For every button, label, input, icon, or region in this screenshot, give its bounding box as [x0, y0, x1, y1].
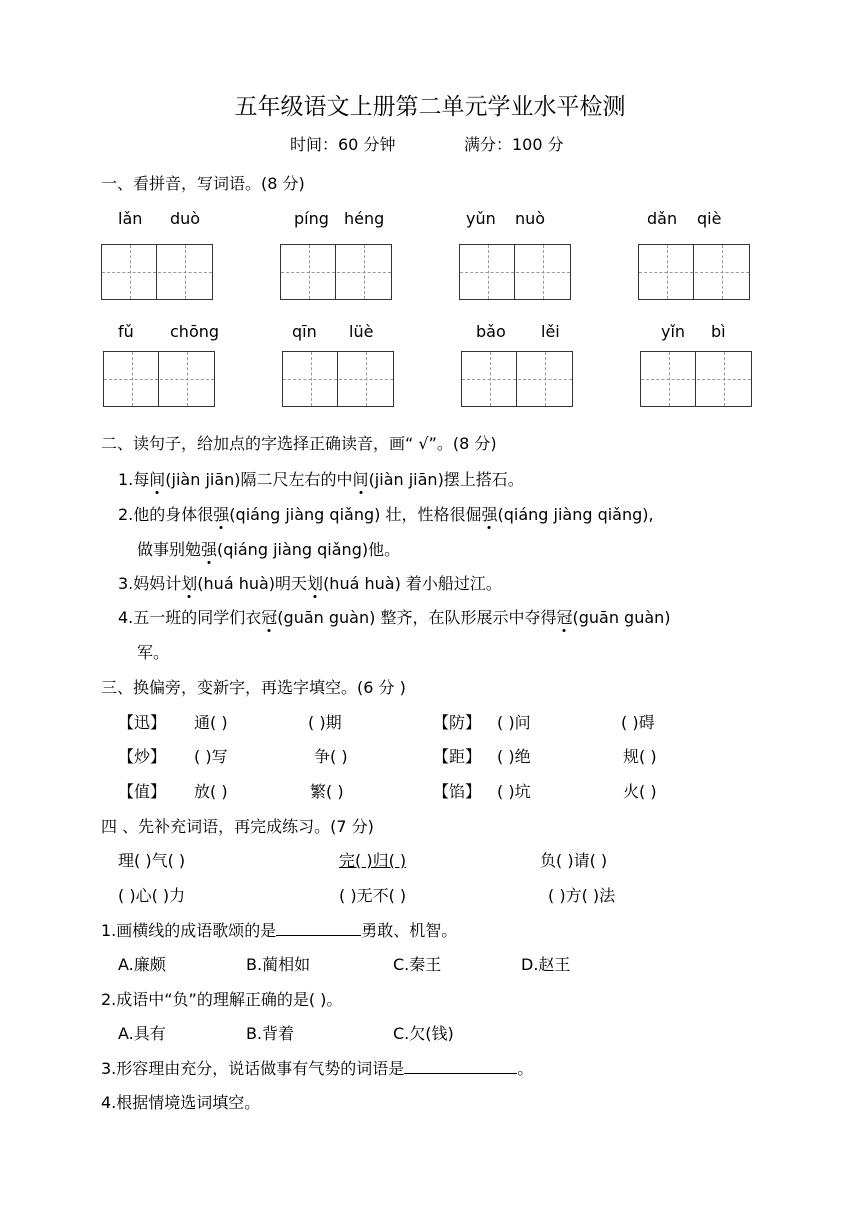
answer-blank[interactable] [276, 921, 361, 936]
char-bracket: 【距】 [433, 747, 482, 766]
pinyin: duò [170, 209, 201, 228]
question-4-4: 4.根据情境选词填空。 [101, 1093, 261, 1112]
question-2-4: 4.五一班的同学们衣冠(guān guàn) 整齐，在队形展示中夺得冠(guān guàn) [118, 605, 671, 628]
pinyin: héng [344, 209, 385, 228]
section-4-heading: 四 、先补充词语，再完成练习。(7 分) [101, 817, 374, 836]
dotted-char: 冠 [261, 605, 277, 628]
fill-blank[interactable]: ( )期 [308, 713, 342, 732]
question-4-1: 1.画横线的成语歌颂的是 勇敢、机智。 [101, 921, 458, 940]
question-4-2: 2.成语中“负”的理解正确的是( )。 [101, 990, 343, 1009]
fill-blank[interactable]: ( )碍 [621, 713, 655, 732]
pinyin: lǎn [118, 209, 143, 228]
option[interactable]: C.秦王 [393, 955, 442, 974]
pinyin: píng [294, 209, 329, 228]
question-4-3: 3.形容理由充分，说话做事有气势的词语是 。 [101, 1059, 534, 1078]
section-1-heading: 一、看拼音，写词语。(8 分) [101, 174, 305, 193]
char-bracket: 【馅】 [433, 782, 482, 801]
question-2-4-cont: 军。 [137, 643, 170, 662]
option[interactable]: C.欠(钱) [393, 1024, 454, 1043]
idiom-fill-underlined[interactable]: 完( )归( ) [339, 851, 407, 870]
dotted-char: 强 [201, 537, 217, 560]
idiom-fill[interactable]: 理( )气( ) [118, 851, 186, 870]
page-title: 五年级语文上册第二单元学业水平检测 [234, 94, 626, 120]
fill-blank[interactable]: 放( ) [194, 782, 228, 801]
fill-blank[interactable]: 繁( ) [310, 782, 344, 801]
pinyin: bǎo [476, 322, 506, 341]
dotted-char: 间 [353, 467, 369, 490]
char-bracket: 【炒】 [118, 747, 167, 766]
fill-blank[interactable]: ( )问 [497, 713, 531, 732]
fill-blank[interactable]: 争( ) [314, 747, 348, 766]
writing-grid[interactable] [282, 351, 394, 407]
char-bracket: 【迅】 [118, 713, 167, 732]
pinyin: fǔ [118, 322, 134, 341]
question-2-2-cont: 做事别勉强(qiáng jiàng qiǎng)他。 [137, 537, 400, 560]
pinyin: chōng [170, 322, 220, 341]
dotted-char: 冠 [556, 605, 572, 628]
dotted-char: 强 [481, 502, 497, 525]
option[interactable]: B.背着 [246, 1024, 295, 1043]
fill-blank[interactable]: ( )绝 [497, 747, 531, 766]
writing-grid[interactable] [638, 244, 750, 300]
dotted-char: 划 [181, 571, 197, 594]
fill-blank[interactable]: 火( ) [623, 782, 657, 801]
question-2-1: 1.每间(jiàn jiān)隔二尺左右的中间(jiàn jiān)摆上搭石。 [118, 467, 524, 490]
option[interactable]: B.蔺相如 [246, 955, 311, 974]
writing-grid[interactable] [280, 244, 392, 300]
option[interactable]: A.具有 [118, 1024, 166, 1043]
score-label: 满分：100 分 [464, 135, 564, 154]
section-2-heading: 二、读句子，给加点的字选择正确读音，画“ √”。(8 分) [101, 434, 497, 453]
pinyin: lüè [349, 322, 374, 341]
dotted-char: 划 [307, 571, 323, 594]
time-label: 时间：60 分钟 [290, 135, 396, 154]
idiom-fill[interactable]: ( )心( )力 [118, 886, 186, 905]
answer-blank[interactable] [404, 1059, 517, 1074]
fill-blank[interactable]: ( )坑 [497, 782, 531, 801]
question-2-3: 3.妈妈计划(huá huà)明天划(huá huà) 着小船过江。 [118, 571, 502, 594]
writing-grid[interactable] [640, 351, 752, 407]
pinyin: lěi [541, 322, 560, 341]
writing-grid[interactable] [101, 244, 213, 300]
option[interactable]: D.赵王 [521, 955, 571, 974]
char-bracket: 【值】 [118, 782, 167, 801]
char-bracket: 【防】 [433, 713, 482, 732]
pinyin: qiè [697, 209, 722, 228]
idiom-fill[interactable]: ( )无不( ) [339, 886, 407, 905]
pinyin: yǐn [661, 322, 686, 341]
pinyin: nuò [515, 209, 546, 228]
question-2-2: 2.他的身体很强(qiáng jiàng qiǎng) 壮，性格很倔强(qiáng jiàng qiǎng), [118, 502, 654, 525]
writing-grid[interactable] [461, 351, 573, 407]
fill-blank[interactable]: 规( ) [623, 747, 657, 766]
writing-grid[interactable] [459, 244, 571, 300]
option[interactable]: A.廉颇 [118, 955, 166, 974]
pinyin: dǎn [647, 209, 678, 228]
section-3-heading: 三、换偏旁，变新字，再选字填空。(6 分 ) [101, 678, 406, 697]
fill-blank[interactable]: ( )写 [194, 747, 228, 766]
pinyin: qīn [292, 322, 317, 341]
idiom-fill[interactable]: 负( )请( ) [540, 851, 608, 870]
pinyin: yǔn [466, 209, 496, 228]
writing-grid[interactable] [103, 351, 215, 407]
dotted-char: 强 [213, 502, 229, 525]
dotted-char: 间 [149, 467, 165, 490]
idiom-fill[interactable]: ( )方( )法 [548, 886, 616, 905]
pinyin: bì [711, 322, 726, 341]
fill-blank[interactable]: 通( ) [194, 713, 228, 732]
